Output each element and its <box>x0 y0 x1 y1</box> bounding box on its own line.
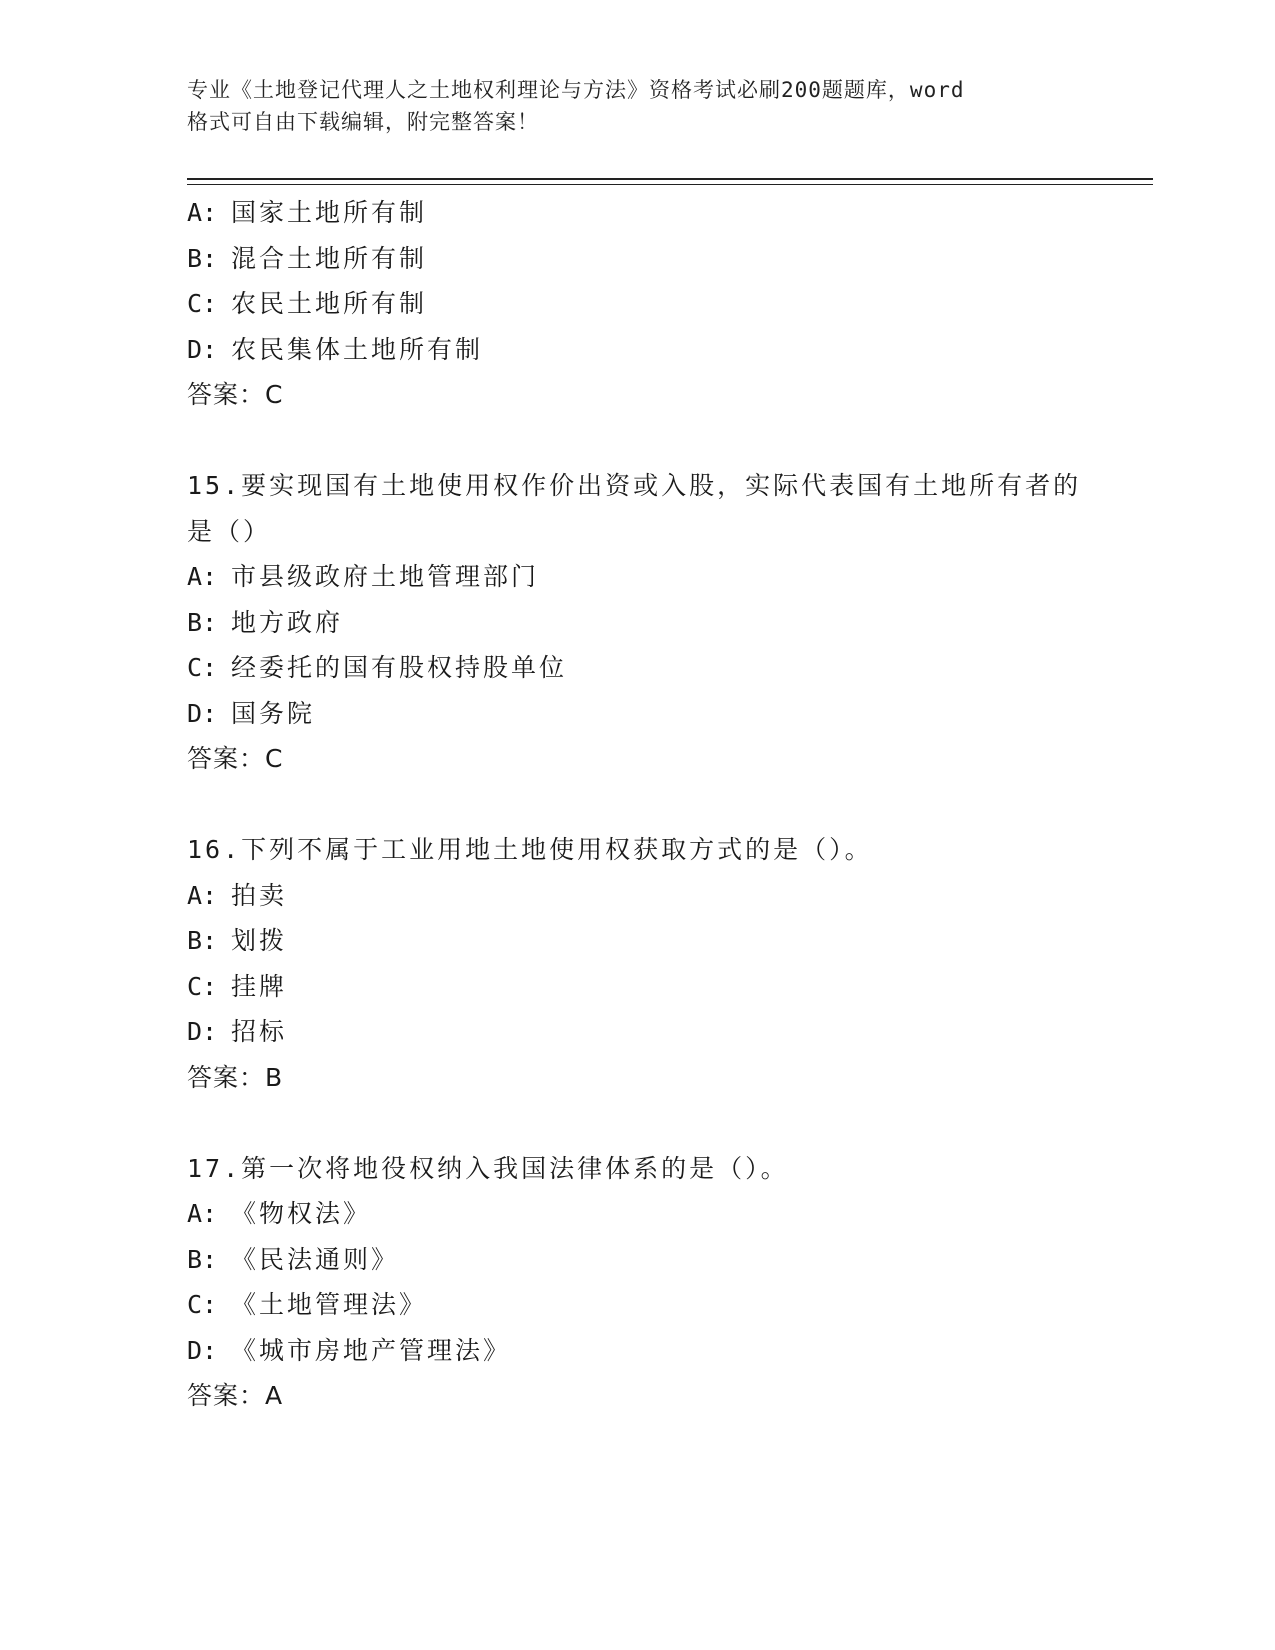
spacer <box>187 418 1147 464</box>
option-text: 农民土地所有制 <box>231 289 428 318</box>
option-c <box>187 1282 1147 1328</box>
option-text: 经委托的国有股权持股单位 <box>231 653 568 682</box>
option-letter: D: <box>187 698 218 728</box>
option-d <box>187 1328 1147 1374</box>
answer-line: 答案：C <box>187 744 284 773</box>
document-header <box>187 74 1067 138</box>
spacer <box>187 782 1147 828</box>
option-text: 地方政府 <box>231 607 344 637</box>
option-text: 国家土地所有制 <box>231 198 428 227</box>
option-letter: B: <box>187 243 218 273</box>
option-text: 《物权法》 <box>231 1199 372 1228</box>
question-block-15 <box>187 463 1147 782</box>
option-text: 农民集体土地所有制 <box>231 334 484 364</box>
question-text: 17.第一次将地役权纳入我国法律体系的是（）。 <box>187 1153 789 1183</box>
option-d <box>187 691 1147 737</box>
option-text: 挂牌 <box>231 971 288 1001</box>
option-letter: A: <box>187 198 218 227</box>
answer-line: 答案：C <box>187 380 284 409</box>
answer-line: 答案：A <box>187 1381 284 1410</box>
option-a <box>187 1191 1147 1237</box>
option-text: 国务院 <box>231 698 316 728</box>
header-divider-bottom <box>187 184 1153 185</box>
option-text: 《城市房地产管理法》 <box>231 1335 512 1365</box>
answer-line: 答案：B <box>187 1062 284 1092</box>
option-letter: D: <box>187 334 218 364</box>
option-d <box>187 1009 1147 1055</box>
option-letter: B: <box>187 607 218 637</box>
option-a <box>187 873 1147 919</box>
question-text: 15.要实现国有土地使用权作价出资或入股，实际代表国有土地所有者的是（） <box>187 471 1082 546</box>
option-letter: B: <box>187 1244 218 1274</box>
option-text: 混合土地所有制 <box>231 243 428 273</box>
option-letter: C: <box>187 1290 218 1319</box>
spacer <box>187 1100 1147 1146</box>
option-letter: B: <box>187 926 218 955</box>
option-b <box>187 1237 1147 1283</box>
question-block-16 <box>187 827 1147 1100</box>
question-block-14 <box>187 190 1147 418</box>
header-line-2: 格式可自由下载编辑，附完整答案！ <box>187 110 539 134</box>
option-c <box>187 281 1147 327</box>
option-letter: A: <box>187 880 218 910</box>
header-line-1: 专业《土地登记代理人之土地权利理论与方法》资格考试必刷200题题库，word <box>187 78 965 102</box>
option-letter: C: <box>187 971 218 1001</box>
option-c <box>187 645 1147 691</box>
option-a <box>187 190 1147 236</box>
option-letter: C: <box>187 653 218 682</box>
option-letter: D: <box>187 1017 218 1046</box>
option-text: 划拨 <box>231 926 288 955</box>
question-block-17 <box>187 1146 1147 1419</box>
option-letter: A: <box>187 1199 218 1228</box>
question-list <box>187 190 1147 1419</box>
question-text: 16.下列不属于工业用地土地使用权获取方式的是（）。 <box>187 835 873 864</box>
option-d <box>187 327 1147 373</box>
option-letter: C: <box>187 289 218 318</box>
option-c <box>187 964 1147 1010</box>
option-b <box>187 236 1147 282</box>
option-letter: A: <box>187 562 218 591</box>
option-b <box>187 600 1147 646</box>
option-text: 市县级政府土地管理部门 <box>231 562 540 591</box>
option-text: 《土地管理法》 <box>231 1290 428 1319</box>
option-b <box>187 918 1147 964</box>
option-letter: D: <box>187 1335 218 1365</box>
option-text: 招标 <box>231 1017 288 1046</box>
option-text: 《民法通则》 <box>231 1244 400 1274</box>
option-a <box>187 554 1147 600</box>
option-text: 拍卖 <box>231 880 288 910</box>
header-divider-top <box>187 178 1153 180</box>
